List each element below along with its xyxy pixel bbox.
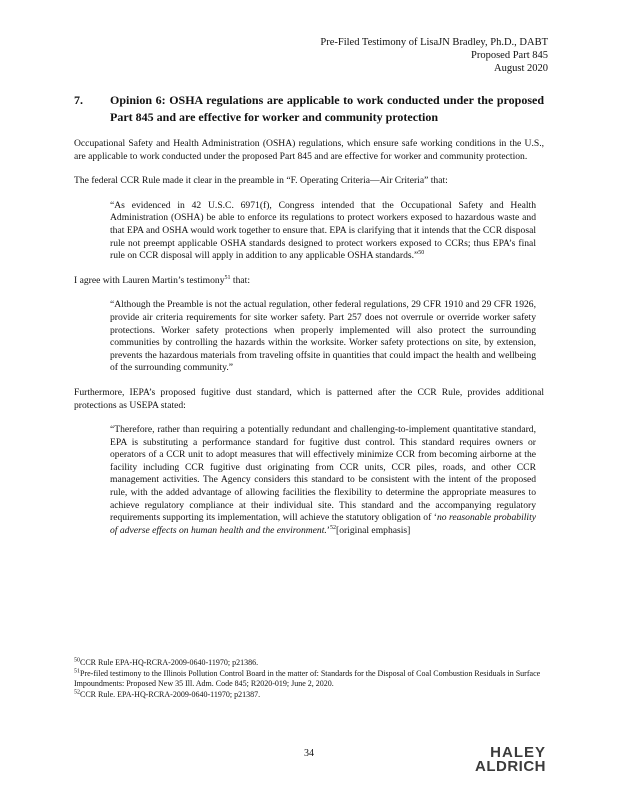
footnote-50 (74, 658, 544, 669)
footnote-number: 52 (74, 689, 80, 696)
paragraph-agree (74, 275, 544, 288)
agree-text-end: that: (230, 274, 250, 286)
quote-usepa-note: [original emphasis] (336, 524, 411, 536)
page-header (320, 36, 548, 75)
footnote-number: 50 (74, 657, 80, 664)
paragraph-ccr-rule: The federal CCR Rule made it clear in the preamble in “F. Operating Criteria—Air Criteria” that: (74, 175, 448, 187)
section-heading (74, 92, 544, 126)
quote-usepa-close: ’ (326, 524, 330, 536)
footnote-ref-52: 52 (330, 524, 336, 531)
footnotes (74, 658, 544, 700)
header-line-1: Pre-Filed Testimony of LisaJN Bradley, Ph.D., DABT (320, 37, 548, 48)
logo-line-2: ALDRICH (475, 758, 546, 775)
block-quote-usepa (110, 424, 536, 537)
header-line-3: August 2020 (494, 63, 548, 74)
section-number: 7. (74, 93, 83, 107)
quote-usepa-text: “Therefore, rather than requiring a potentially redundant and challenging-to-implement quantitative standard, EPA is substituting a performance standard for fugitive dust control. This standard requires owners or operators of a CCR unit to adopt measures that will effectively minimize CCR from becoming airborne at the facility including CCR fugitive dust originating from CCR units, CCR piles, roads, and other CCR management activities. The Agency considers this standard to be consistent with the intent of the proposed rule, with the added advantage of allowing facilities the flexibility to determine the appropriate measures to achieve regulatory compliance at their individual site. This standard and the accompanying regulatory requirements supporting its implementation, will achieve the statutory obligation of ‘ (110, 424, 536, 524)
footnote-number: 51 (74, 667, 80, 674)
footnote-ref-50: 50 (418, 249, 425, 256)
footnote-text: CCR Rule EPA-HQ-RCRA-2009-0640-11970; p21386. (80, 658, 259, 667)
page-number: 34 (304, 748, 314, 759)
haley-aldrich-logo (475, 746, 546, 774)
header-line-2: Proposed Part 845 (471, 50, 548, 61)
block-quote-martin: “Although the Preamble is not the actual regulation, other federal regulations, 29 CFR 1910 and 29 CFR 1926, provide air criteria requirements for site worker safety. Part 257 does not overrule or override worker safety protections. Worker safety protections when properly implemented will also protect the surrounding communities by controlling the hazards within the worksite. Worker safety protections on site, by extension, prevents the hazardous materials from traveling offsite in quantities that could impact the health and wellbeing of the surrounding community.” (110, 299, 536, 374)
logo-line-1: HALEY (490, 744, 546, 761)
quote-osha-text: “As evidenced in 42 U.S.C. 6971(f), Congress intended that the Occupational Safety and Health Administration (OSHA) be able to enforce its regulations to protect workers exposed to hazardous waste and that EPA and OSHA would work together to ensure that. EPA is clarifying that it intends that the CCR disposal rule not preempt applicable OSHA standards designed to protect workers exposed to CCRs; thus EPA’s final rule on CCR disposal will apply in addition to any applicable OSHA standards.” (110, 199, 536, 262)
agree-text: I agree with Lauren Martin’s testimony (74, 274, 225, 286)
section-title: Opinion 6: OSHA regulations are applicable to work conducted under the proposed Part 845 and are effective for worker and community protection (110, 93, 544, 124)
footnote-52 (74, 690, 544, 701)
paragraph-intro: Occupational Safety and Health Administration (OSHA) regulations, which ensure safe working conditions in the U.S., are applicable to work conducted under the proposed Part 845 and are effective for worker and community protection. (74, 138, 544, 162)
footnote-51 (74, 669, 544, 690)
document-body (74, 138, 544, 557)
footnote-text: CCR Rule. EPA-HQ-RCRA-2009-0640-11970; p21387. (80, 689, 261, 699)
block-quote-osha (110, 200, 536, 263)
footnote-text: Pre-filed testimony to the Illinois Pollution Control Board in the matter of: Standards for the Disposal of Coal Combustion Residuals in Surface Impoundments: Proposed New 35 Ill. Adm. Code 845; R2020-019; June 2, 2020. (74, 668, 541, 689)
quote-usepa-emphasis: no reasonable probability of adverse effects on human health and the environment. (110, 512, 536, 536)
paragraph-fugitive-dust: Furthermore, IEPA’s proposed fugitive dust standard, which is patterned after the CCR Rule, provides additional protections as USEPA stated: (74, 386, 544, 411)
footnote-ref-51: 51 (224, 274, 231, 281)
